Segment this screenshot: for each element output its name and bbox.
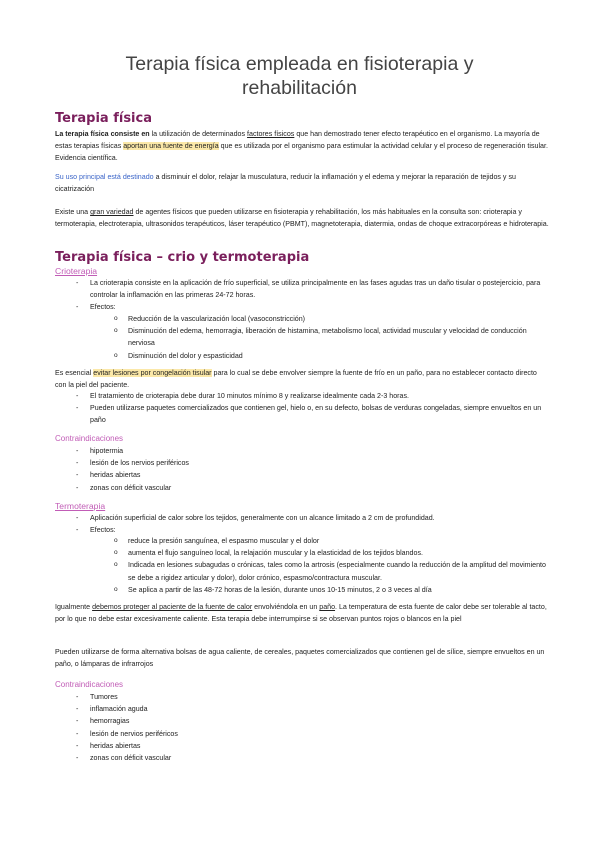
highlight: evitar lesiones por congelación tisular [93, 369, 212, 377]
list-item: - zonas con déficit vascular [90, 482, 550, 494]
list-item: o Reducción de la vascularización local (vasoconstricción) [128, 313, 548, 325]
section-heading-terapia-fisica: Terapia física [55, 111, 152, 126]
list-item: o Disminución del dolor y espasticidad [128, 350, 548, 362]
bold-lead: La terapia física consiste en [55, 130, 150, 138]
title-line-1: Terapia física empleada en fisioterapia y [125, 53, 474, 75]
crio-list-1 [90, 277, 550, 314]
list-item: - La crioterapia consiste en la aplicación de frío superficial, se utiliza principalmente en las fases agudas tras un daño tisular o postejercicio, para controlar la inflamación en las primeras 24-72 horas. [90, 277, 550, 301]
paragraph-crio-esencial: Es esencial evitar lesiones por congelación tisular para lo cual se debe envolver siempre la fuente de frío en un paño, para no establecer contacto directo con la piel del paciente. [55, 369, 537, 390]
list-item: o aumenta el flujo sanguíneo local, la relajación muscular y la elasticidad de los tejidos blandos. [128, 547, 548, 559]
crio-contraindications-list [90, 445, 550, 494]
paragraph-definition: La terapia física consiste en la utilización de determinados factores físicos que han demostrado tener efecto terapéutico en el organismo. La mayoría de estas terapias físicas aportan una fuente de energía que es utilizada por el organismo para estimular la actividad celular y el proceso de regeneración tisular. Evidencia científica. [55, 130, 548, 163]
paragraph-termo-proteger: Igualmente debemos proteger al paciente de la fuente de calor envolviéndola en un paño. La temperatura de esta fuente de calor debe ser tolerable al tacto, por lo que no debe estar excesivamente caliente. Esta terapia debe interrumpirse si se observan puntos rojos o blancos en la piel [55, 603, 547, 624]
list-item: - zonas con déficit vascular [90, 752, 550, 764]
list-item: - Aplicación superficial de calor sobre los tejidos, generalmente con un alcance limitado a 2 cm de profundidad. [90, 512, 550, 524]
subheading-crioterapia: Crioterapia [55, 266, 98, 276]
highlight: aportan una fuente de energía [123, 142, 219, 151]
termo-list-1 [90, 512, 550, 536]
list-item: - lesión de nervios periféricos [90, 728, 550, 740]
list-item: o reduce la presión sanguínea, el espasmo muscular y el dolor [128, 535, 548, 547]
list-item: - Pueden utilizarse paquetes comercializados que contienen gel, hielo o, en su defecto, bolsas de verduras congeladas, siempre envueltos en un paño [90, 402, 550, 426]
paragraph-uso: Su uso principal está destinado a disminuir el dolor, relajar la musculatura, reducir la inflamación y el edema y mejorar la reparación de tejidos y su cicatrización [55, 173, 516, 194]
list-item: - heridas abiertas [90, 469, 550, 481]
list-item: o Disminución del edema, hemorragia, liberación de histamina, metabolismo local, actividad muscular y velocidad de conducción nerviosa [128, 325, 548, 349]
termo-effects-list [128, 535, 548, 596]
list-item: - Tumores [90, 691, 550, 703]
list-item: - inflamación aguda [90, 703, 550, 715]
subheading-contraindicaciones-termo: Contraindicaciones [55, 680, 124, 689]
list-item: - El tratamiento de crioterapia debe durar 10 minutos mínimo 8 y realizarse idealmente cada 2-3 horas. [90, 390, 550, 402]
list-item: - hipotermia [90, 445, 550, 457]
crio-list-2 [90, 390, 550, 427]
document-title [40, 52, 559, 100]
title-line-2: rehabilitación [242, 77, 357, 99]
paragraph-termo-alternativas: Pueden utilizarse de forma alternativa bolsas de agua caliente, de cereales, paquetes comercializados que contienen gel de sílice, siempre envueltos en un paño, o lámparas de infrarrojos [55, 648, 545, 669]
subheading-termoterapia: Termoterapia [55, 501, 106, 511]
list-item: - lesión de los nervios periféricos [90, 457, 550, 469]
section-heading-crio-termo: Terapia física – crio y termoterapia [55, 250, 310, 265]
crio-effects-list [128, 313, 548, 362]
list-item: o Se aplica a partir de las 48-72 horas de la lesión, durante unos 10-15 minutos, 2 o 3 veces al día [128, 584, 548, 596]
list-item: - Efectos: [90, 301, 550, 313]
paragraph-variedad: Existe una gran variedad de agentes físicos que pueden utilizarse en fisioterapia y rehabilitación, los más habituales en la consulta son: crioterapia y termoterapia, electroterapia, ultrasonidos terapéuticos, láser terapéutico (PBMT), magnetoterapia, diatermia, ondas de choque extracorpóreas e hidroterapia. [55, 208, 549, 229]
list-item: o Indicada en lesiones subagudas o crónicas, tales como la artrosis (especialmente cuando la reducción de la amplitud del movimiento se debe a rigidez articular y dolor), dolor crónico, espasmo/contractura muscular. [128, 559, 548, 583]
list-item: - heridas abiertas [90, 740, 550, 752]
termo-contraindications-list [90, 691, 550, 764]
subheading-contraindicaciones-crio: Contraindicaciones [55, 434, 124, 443]
list-item: - hemorragias [90, 715, 550, 727]
list-item: - Efectos: [90, 524, 550, 536]
